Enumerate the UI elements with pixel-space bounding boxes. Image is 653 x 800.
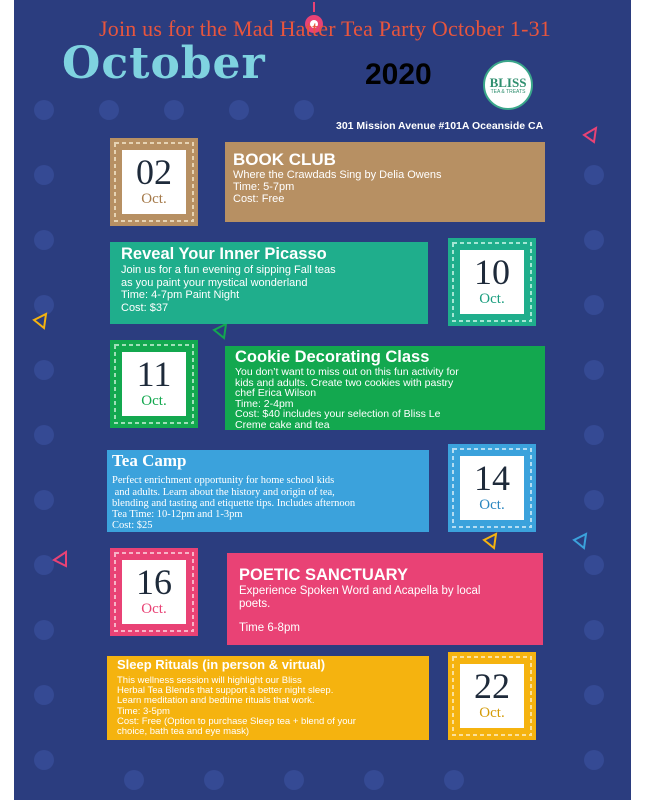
date-day: 16 — [136, 562, 172, 602]
date-day: 22 — [474, 666, 510, 706]
event-detail: Experience Spoken Word and Acapella by local — [239, 585, 481, 597]
event-detail: and adults. Learn about the history and origin of tea, — [112, 487, 335, 498]
event-time: Time: 2-4pm — [235, 397, 294, 410]
date-month: Oct. — [141, 601, 167, 617]
date-month: Oct. — [479, 497, 505, 513]
date-box-14 — [448, 444, 536, 532]
page-margin-right — [631, 0, 653, 800]
event-title: POETIC SANCTUARY — [239, 566, 408, 584]
date-box-11 — [110, 340, 198, 428]
event-tea-camp — [107, 450, 429, 532]
date-month: Oct. — [141, 393, 167, 409]
address: 301 Mission Avenue #101A Oceanside CA — [336, 120, 544, 132]
event-detail: as you paint your mystical wonderland — [121, 276, 308, 289]
event-title: Tea Camp — [112, 451, 187, 470]
event-title: BOOK CLUB — [233, 150, 336, 169]
date-card — [460, 456, 524, 520]
date-day: 11 — [136, 354, 172, 394]
event-time: Time: 3-5pm — [117, 705, 170, 717]
date-box-02 — [110, 138, 198, 226]
month-heading: October — [62, 38, 266, 89]
date-card — [460, 664, 524, 728]
logo-name: BLISS — [489, 74, 527, 90]
year-heading: 2020 — [365, 58, 432, 91]
event-sleep-rituals — [107, 656, 429, 740]
event-cost: Cost: $40 includes your selection of Bliss Le — [235, 408, 441, 420]
event-cost: Cost: Free (Option to purchase Sleep tea + blend of your — [117, 715, 356, 727]
date-day: 14 — [474, 458, 510, 498]
event-time: Time: 5-7pm — [233, 181, 295, 193]
date-day: 02 — [136, 152, 172, 192]
event-detail: chef Erica Wilson — [235, 387, 317, 399]
date-box-22 — [448, 652, 536, 740]
date-day: 10 — [474, 252, 510, 292]
logo-tagline: TEA & TREATS — [490, 88, 526, 95]
event-detail: Join us for a fun evening of sipping Fall teas — [121, 264, 336, 276]
event-cost: Cost: $25 — [112, 520, 153, 531]
date-card — [460, 250, 524, 314]
page-margin-left — [0, 0, 14, 800]
event-detail: You don’t want to miss out on this fun activity for — [235, 366, 459, 378]
date-month: Oct. — [141, 191, 167, 207]
event-time: Tea Time: 10-12pm and 1-3pm — [112, 509, 243, 520]
event-time: Time 6-8pm — [239, 622, 300, 634]
event-title: Reveal Your Inner Picasso — [121, 245, 327, 263]
event-cost-detail: choice, bath tea and eye mask) — [117, 726, 250, 738]
event-title: Sleep Rituals (in person & virtual) — [117, 657, 326, 672]
event-spacer — [239, 610, 531, 622]
event-detail: Where the Crawdads Sing by Delia Owens — [233, 169, 442, 181]
event-time: Time: 4-7pm Paint Night — [121, 289, 240, 301]
date-card — [122, 560, 186, 624]
event-detail: Learn meditation and bedtime rituals that work. — [117, 695, 315, 707]
event-detail: poets. — [239, 597, 271, 610]
event-detail: This wellness session will highlight our Bliss — [117, 675, 302, 686]
event-poetic-sanctuary — [227, 553, 543, 645]
banner-text: Join us for the Mad Hatter Tea Party October 1-31 — [98, 16, 551, 41]
date-card — [122, 150, 186, 214]
event-detail: Herbal Tea Blends that support a better night sleep. — [117, 685, 334, 697]
event-cost: Cost: Free — [233, 193, 285, 205]
event-title: Cookie Decorating Class — [235, 348, 430, 366]
event-cookie-decorating — [225, 346, 545, 430]
event-detail: kids and adults. Create two cookies with pastry — [235, 376, 454, 389]
date-card — [122, 352, 186, 416]
date-month: Oct. — [479, 291, 505, 307]
date-box-16 — [110, 548, 198, 636]
event-cost-detail: Creme cake and tea — [235, 418, 330, 430]
date-month: Oct. — [479, 705, 505, 721]
date-box-10 — [448, 238, 536, 326]
event-detail: Perfect enrichment opportunity for home school kids — [112, 475, 335, 486]
event-detail: blending and tasting and etiquette tips. Includes afternoon — [112, 498, 356, 509]
bliss-logo — [483, 60, 533, 110]
event-cost: Cost: $37 — [121, 301, 169, 314]
event-book-club — [225, 142, 545, 222]
event-picasso — [110, 242, 428, 324]
